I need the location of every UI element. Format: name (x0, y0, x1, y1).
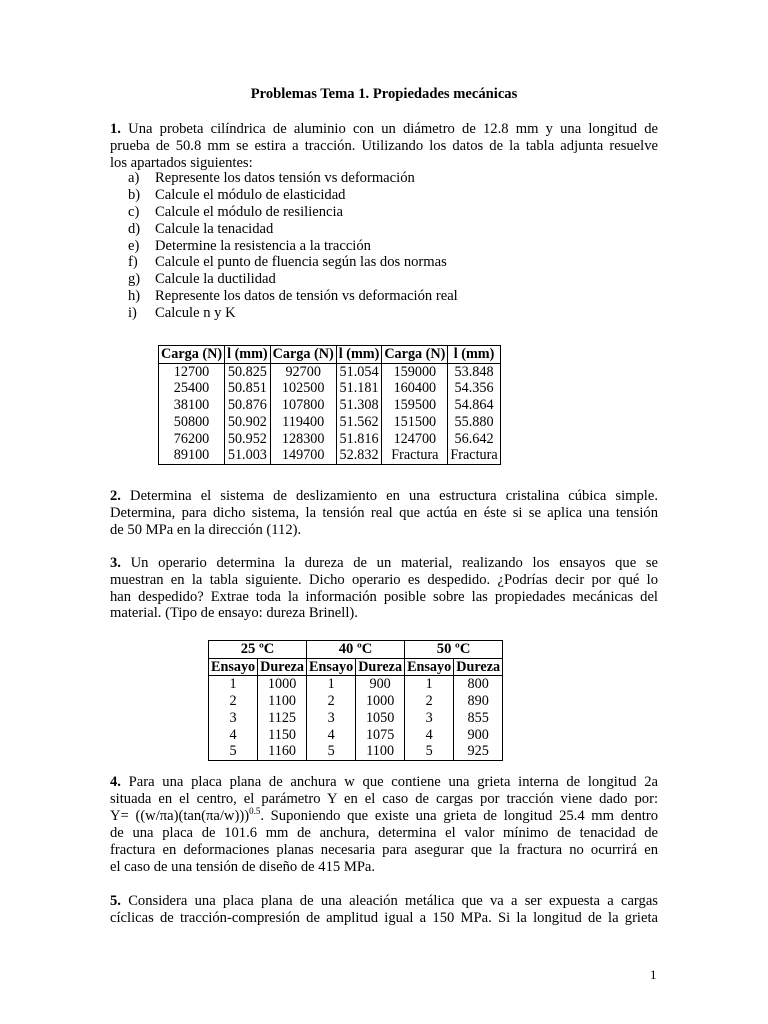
table-row: 38100 50.876 107800 51.308 159500 54.864 (159, 397, 501, 414)
problem-4-line-4: de una placa de 101.6 mm de anchura, determina el valor mínimo de tenacidad de (110, 825, 658, 841)
problem-4-text-3: . Suponiendo que existe una grieta de longitud 25.4 mm dentro (260, 808, 658, 824)
table-row: 50800 50.902 119400 51.562 151500 55.880 (159, 414, 501, 431)
table-group-header-row: 25 ºC 40 ºC 50 ºC (209, 641, 503, 659)
problem-4-line-1 (110, 774, 658, 791)
problem-1-line-2: prueba de 50.8 mm se estira a tracción. Utilizando los datos de la tabla adjunta resuelve (110, 138, 658, 154)
table-row: 4 1150 4 1075 4 900 (209, 727, 503, 744)
problem-5-line-2: cíclicas de tracción-compresión de amplitud igual a 150 MPa. Si la longitud de la grieta (110, 910, 658, 926)
problem-2-number: 2. (110, 488, 121, 504)
table-row: 2 1100 2 1000 2 890 (209, 693, 503, 710)
problem-4-line-5: fractura en deformaciones planas necesaria para asegurar que la fractura no ocurrirá en (110, 842, 658, 858)
problem-2-line-1 (110, 488, 658, 505)
problem-4-line-6: el caso de una tensión de diseño de 415 MPa. (110, 859, 376, 875)
list-item: f) Calcule el punto de fluencia según las dos normas (128, 254, 447, 271)
table-row: 1 1000 1 900 1 800 (209, 676, 503, 693)
list-item: h) Represente los datos de tensión vs deformación real (128, 288, 458, 305)
problem-5-text-1: Considera una placa plana de una aleación metálica que va a ser expuesta a cargas (128, 893, 658, 909)
page-number: 1 (650, 967, 657, 982)
problem-5-line-1 (110, 893, 658, 910)
y-formula: Y= ((w/πa)(tan(πa/w))) (110, 808, 250, 824)
problem-3-number: 3. (110, 555, 121, 571)
table-row: 5 1160 5 1100 5 925 (209, 743, 503, 760)
table-header-row: Ensayo Dureza Ensayo Dureza Ensayo Dureza (209, 658, 503, 676)
table-row: 12700 50.825 92700 51.054 159000 53.848 (159, 363, 501, 380)
table-row: 25400 50.851 102500 51.181 160400 54.356 (159, 380, 501, 397)
problem-4-line-2: situada en el centro, el parámetro Y en el caso de cargas por tracción viene dado por: (110, 791, 658, 807)
problem-1-text-1: Una probeta cilíndrica de aluminio con un diámetro de 12.8 mm y una longitud de (128, 121, 658, 137)
problem-4-text-1: Para una placa plana de anchura w que contiene una grieta interna de longitud 2a (128, 774, 658, 790)
list-item: e) Determine la resistencia a la tracción (128, 237, 371, 254)
problem-3-line-3: han despedido? Extrae toda la información posible sobre las propiedades mecánicas del (110, 589, 658, 605)
problem-4-number: 4. (110, 774, 121, 790)
problem-1-line-1 (110, 121, 658, 138)
problem-1-number: 1. (110, 121, 121, 137)
list-item: d) Calcule la tenacidad (128, 220, 274, 237)
table-row: 76200 50.952 128300 51.816 124700 56.642 (159, 431, 501, 448)
problem-3-line-2: muestran en la tabla siguiente. Dicho operario es despedido. ¿Podrías decir por qué lo (110, 572, 658, 588)
problem-2-text-1: Determina el sistema de deslizamiento en una estructura cristalina cúbica simple. (130, 488, 658, 504)
problem-1-list (128, 170, 458, 322)
tensile-data-table (158, 345, 501, 465)
list-item: b) Calcule el módulo de elasticidad (128, 186, 346, 203)
list-item: i) Calcule n y K (128, 305, 236, 322)
problem-3-line-1 (110, 555, 658, 572)
problem-2-line-3: de 50 MPa en la dirección (112). (110, 522, 302, 538)
problem-3-text-1: Un operario determina la dureza de un material, realizando los ensayos que se (130, 555, 659, 571)
problem-1-line-3: los apartados siguientes: (110, 155, 253, 171)
problem-3-line-4: material. (Tipo de ensayo: dureza Brinell). (110, 605, 358, 621)
problem-4-line-3 (110, 808, 658, 825)
problem-5-number: 5. (110, 893, 121, 909)
table-header-row: Carga (N) l (mm) Carga (N) l (mm) Carga (N) l (mm) (159, 346, 501, 364)
formula-exponent: 0.5 (249, 806, 261, 817)
list-item: a) Represente los datos tensión vs deformación (128, 170, 415, 186)
page-title: Problemas Tema 1. Propiedades mecánicas (250, 86, 518, 102)
table-row: 89100 51.003 149700 52.832 Fractura Fractura (159, 447, 501, 464)
list-item: c) Calcule el módulo de resiliencia (128, 203, 344, 220)
hardness-table (208, 640, 503, 761)
table-row: 3 1125 3 1050 3 855 (209, 710, 503, 727)
problem-2-line-2: Determina, para dicho sistema, la tensión real que actúa en éste si se aplica una tensión (110, 505, 658, 521)
list-item: g) Calcule la ductilidad (128, 271, 276, 288)
